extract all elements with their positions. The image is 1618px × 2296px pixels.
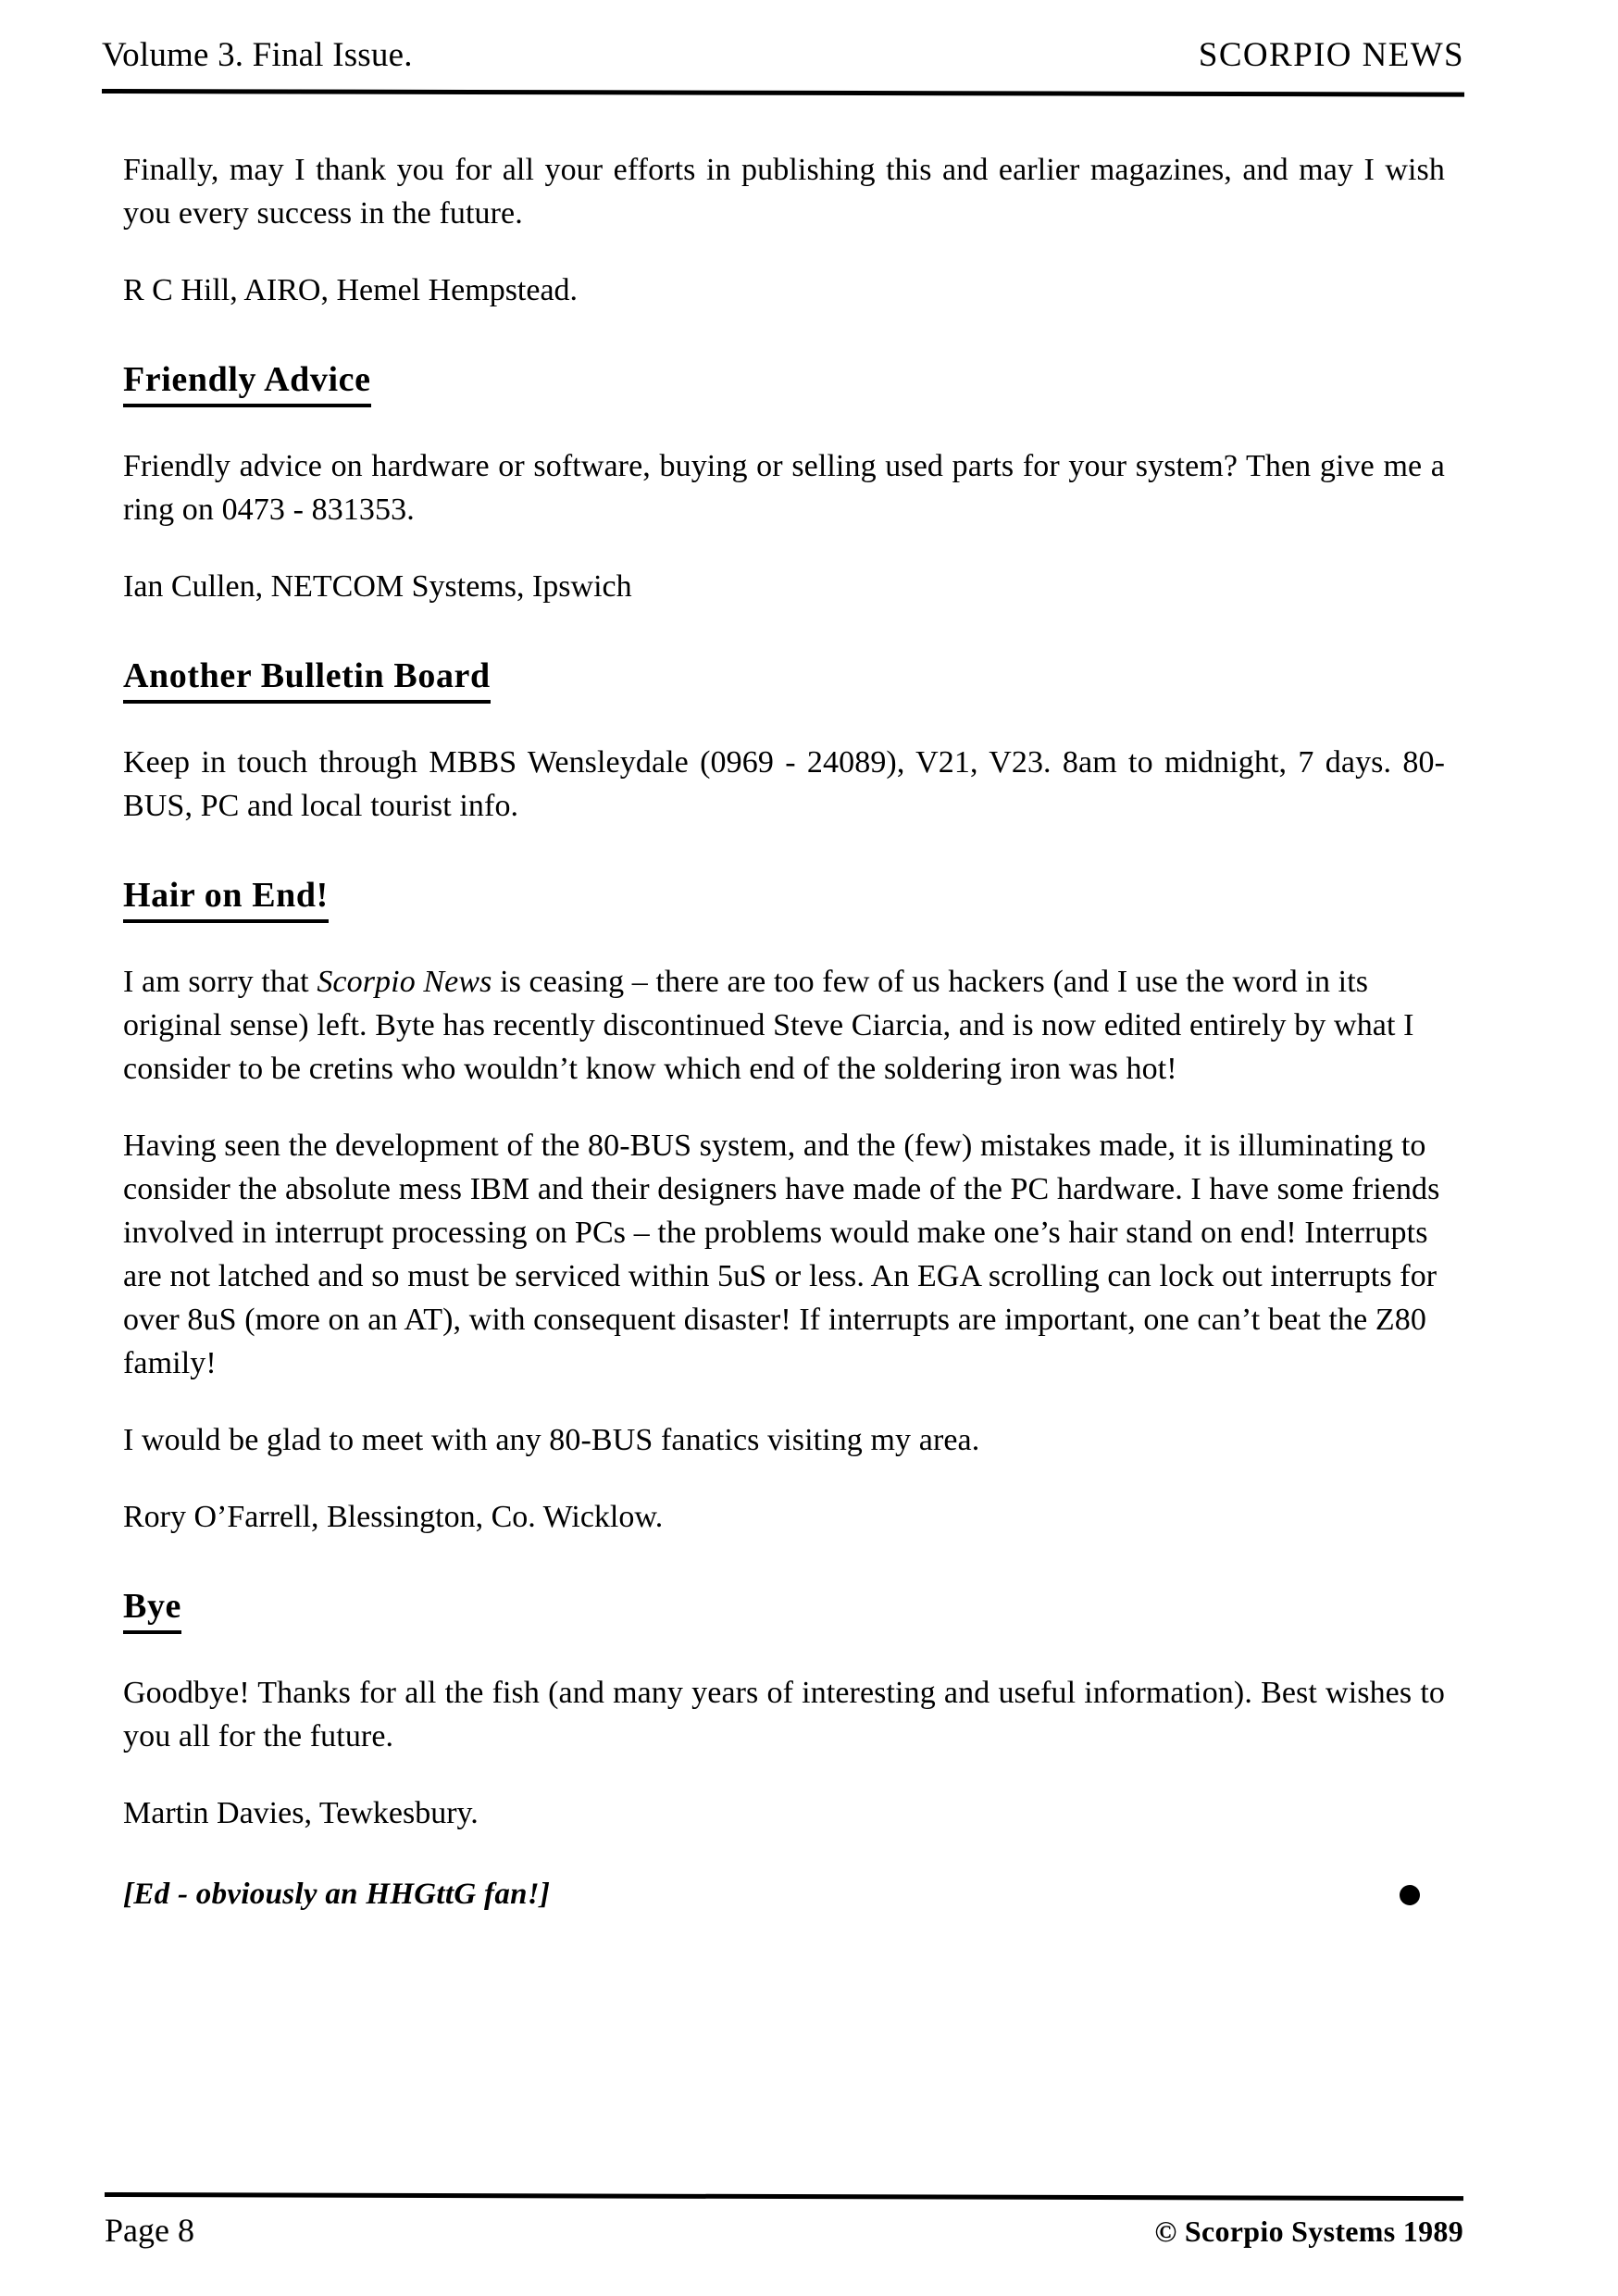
hair-on-end-signature: Rory O’Farrell, Blessington, Co. Wicklow. xyxy=(123,1500,664,1534)
friendly-advice-signature: Ian Cullen, NETCOM Systems, Ipswich xyxy=(123,569,632,604)
article-body xyxy=(123,148,1445,1912)
volume-label: Volume 3. Final Issue. xyxy=(102,36,413,74)
hair-on-end-paragraph-1 xyxy=(123,960,1445,1091)
intro-signature: R C Hill, AIRO, Hemel Hempstead. xyxy=(123,273,579,307)
copyright-notice: © Scorpio Systems 1989 xyxy=(1154,2215,1463,2248)
section-heading-wrap-hair-on-end xyxy=(123,861,1445,955)
masthead-title: SCORPIO NEWS xyxy=(1198,36,1464,74)
end-of-article-bullet-icon xyxy=(1400,1885,1420,1905)
section-heading-wrap-another-bulletin-board xyxy=(123,642,1445,735)
hair-on-end-text-after-italic: is ceasing – there are too few of us hackers (and I use the word in its original sense) left. Byte has recently discontinued Steve Ciarcia, and is now edited entirely by what I consider to be cretins who wouldn’t know which end of the soldering iron was hot! xyxy=(123,965,1414,1086)
intro-paragraph: Finally, may I thank you for all your efforts in publishing this and earlier magazines, and may I wish you every success in the future. xyxy=(123,153,1445,231)
hair-on-end-text-before-italic: I am sorry that xyxy=(123,965,317,999)
hair-on-end-paragraph-3: I would be glad to meet with any 80-BUS fanatics visiting my area. xyxy=(123,1423,980,1457)
section-heading-wrap-friendly-advice xyxy=(123,345,1445,439)
page-footer xyxy=(105,2211,1463,2250)
header-divider xyxy=(102,89,1464,97)
friendly-advice-paragraph: Friendly advice on hardware or software, buying or selling used parts for your system? Then give me a ring on 0473 - 831353. xyxy=(123,449,1445,527)
section-heading-another-bulletin-board: Another Bulletin Board xyxy=(123,655,491,704)
hair-on-end-paragraph-2: Having seen the development of the 80-BUS system, and the (few) mistakes made, it is illuminating to consider the absolute mess IBM and their designers have made of the PC hardware. I have some friends involved in interrupt processing on PCs – the problems would make one’s hair stand on end! Interrupts are not latched and so must be serviced within 5uS or less. An EGA scrolling can lock out interrupts for over 8uS (more on an AT), with consequent disaster! If interrupts are important, one can’t beat the Z80 family! xyxy=(123,1129,1440,1380)
section-heading-wrap-bye xyxy=(123,1572,1445,1666)
running-head xyxy=(102,35,1464,75)
editor-note-row xyxy=(123,1878,1445,1912)
bulletin-board-paragraph: Keep in touch through MBBS Wensleydale (0969 - 24089), V21, V23. 8am to midnight, 7 days. 80-BUS, PC and local tourist info. xyxy=(123,745,1445,823)
editor-note: [Ed - obviously an HHGttG fan!] xyxy=(123,1878,551,1911)
footer-divider xyxy=(105,2192,1463,2201)
section-heading-hair-on-end: Hair on End! xyxy=(123,874,329,923)
section-heading-friendly-advice: Friendly Advice xyxy=(123,358,371,407)
bye-signature: Martin Davies, Tewkesbury. xyxy=(123,1796,479,1830)
page-number: Page 8 xyxy=(105,2212,194,2249)
magazine-title-italic: Scorpio News xyxy=(317,965,492,999)
section-heading-bye: Bye xyxy=(123,1585,181,1634)
bye-paragraph: Goodbye! Thanks for all the fish (and many years of interesting and useful information). Best wishes to you all for the future. xyxy=(123,1676,1445,1753)
